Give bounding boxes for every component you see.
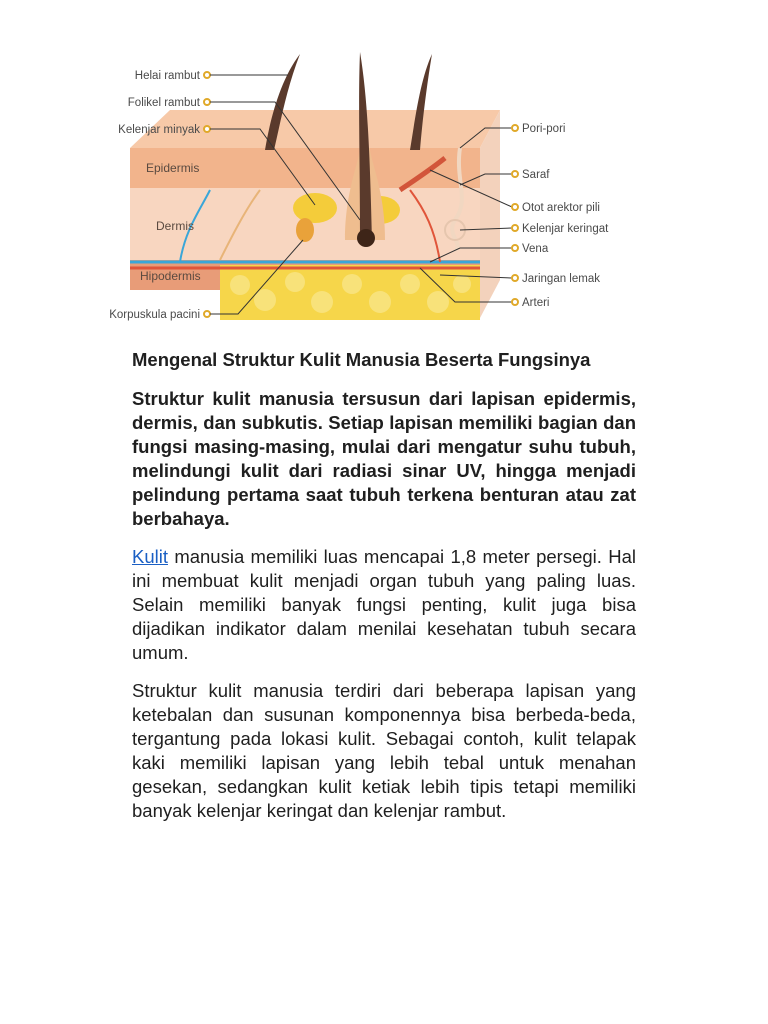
skin-structure-diagram <box>60 40 660 340</box>
article-title: Mengenal Struktur Kulit Manusia Beserta Fungsinya <box>132 349 591 370</box>
fat-cell <box>369 291 391 313</box>
article-body <box>132 348 636 837</box>
label-dot <box>204 99 210 105</box>
label-dot <box>512 171 518 177</box>
label-saraf: Saraf <box>522 169 550 181</box>
paragraph-1-text: manusia memiliki luas mencapai 1,8 meter persegi. Hal ini membuat kulit menjadi organ tubuh yang paling luas. Selain memiliki banyak fungsi penting, kulit juga bisa dijadikan indikator dalam menilai kesehatan tubuh secara umum. <box>132 546 636 663</box>
layer-label-epidermis: Epidermis <box>146 161 200 175</box>
label-arteri: Arteri <box>522 297 550 309</box>
paragraph-1 <box>132 545 636 665</box>
fat-cell <box>453 275 471 293</box>
label-korpuskula-pacini: Korpuskula pacini <box>109 309 200 321</box>
skin-diagram-svg <box>60 40 660 340</box>
label-dot <box>204 311 210 317</box>
label-jaringan-lemak: Jaringan lemak <box>522 273 600 285</box>
left-label-helai-rambut <box>135 70 288 82</box>
label-otot-arektor-pili: Otot arektor pili <box>522 202 600 214</box>
fat-cell <box>342 274 362 294</box>
paragraph-2: Struktur kulit manusia terdiri dari beberapa lapisan yang ketebalan dan susunan komponennya bisa berbeda-beda, tergantung pada lokasi kulit. Sebagai contoh, kulit telapak kaki memiliki lapisan yang lebih tebal untuk menahan gesekan, sedangkan kulit ketiak lebih tipis tetapi memiliki banyak kelenjar keringat dan kelenjar rambut. <box>132 680 636 821</box>
label-dot <box>512 299 518 305</box>
label-dot <box>204 126 210 132</box>
pacinian-corpuscle <box>296 218 314 242</box>
label-helai-rambut: Helai rambut <box>134 70 200 82</box>
fat-cell <box>230 275 250 295</box>
kulit-link[interactable]: Kulit <box>132 546 168 567</box>
label-pori-pori: Pori-pori <box>522 123 566 135</box>
label-dot <box>204 72 210 78</box>
fat-tissue <box>220 265 480 320</box>
article-lead: Struktur kulit manusia tersusun dari lapisan epidermis, dermis, dan subkutis. Setiap lapisan memiliki bagian dan fungsi masing-masing, mulai dari mengatur suhu tubuh, melindungi kulit dari radiasi sinar UV, hingga menjadi pelindung pertama saat tubuh terkena benturan atau zat berbahaya. <box>132 388 636 529</box>
label-kelenjar-minyak: Kelenjar minyak <box>118 124 200 136</box>
fat-cell <box>285 272 305 292</box>
layer-label-dermis: Dermis <box>156 219 194 233</box>
label-dot <box>512 275 518 281</box>
layer-label-hipodermis: Hipodermis <box>140 269 201 283</box>
label-dot <box>512 204 518 210</box>
hair-bulb <box>357 229 375 247</box>
fat-cell <box>311 291 333 313</box>
label-dot <box>512 245 518 251</box>
label-dot <box>512 125 518 131</box>
fat-cell <box>400 274 420 294</box>
label-vena: Vena <box>522 243 549 255</box>
label-folikel-rambut: Folikel rambut <box>127 97 200 109</box>
fat-cell <box>427 291 449 313</box>
label-kelenjar-keringat: Kelenjar keringat <box>522 223 609 235</box>
label-dot <box>512 225 518 231</box>
oil-gland <box>293 193 337 223</box>
